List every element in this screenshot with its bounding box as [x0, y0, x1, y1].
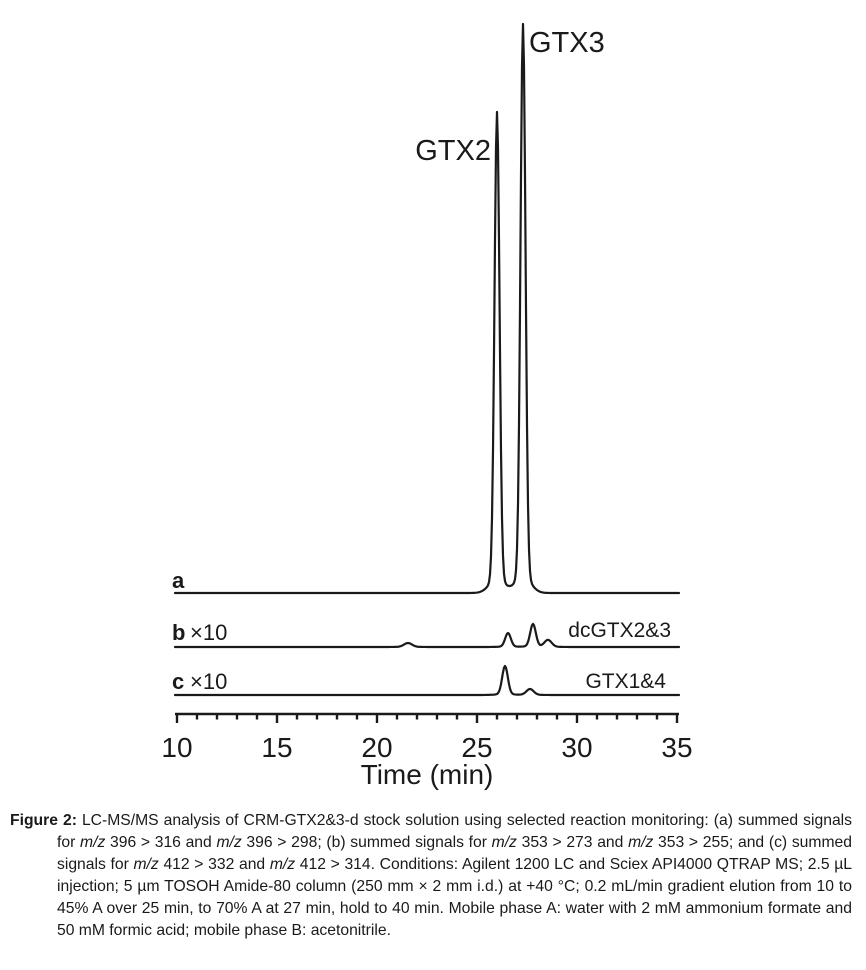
- caption-mz-italic: m/z: [80, 834, 106, 851]
- caption-text-segment: LC-MS/MS analysis of CRM-GTX2&3-d stock solution using selected reaction monitoring: (a) summed signals for: [57, 812, 852, 851]
- x-tick-label-30: 30: [561, 732, 593, 763]
- caption-mz-italic: m/z: [133, 856, 159, 873]
- peak-label-gtx2: GTX2: [415, 135, 491, 167]
- trace-b-compound-label: dcGTX2&3: [568, 619, 671, 642]
- x-tick-label-15: 15: [261, 732, 293, 763]
- caption-text-segment: 412 > 314. Conditions: Agilent 1200 LC and Sciex API4000 QTRAP MS; 2.5 µL injection; 5 µm TOSOH Amide-80 column (250 mm × 2 mm i.d.) at +40 °C; 0.2 mL/min gradient elution from 10 to 45% A over 25 min, to 70% A at 27 min, hold to 40 min. Mobile phase A: water with 2 mM ammonium formate and 50 mM formic acid; mobile phase B: acetonitrile.: [57, 856, 852, 939]
- x-tick-label-35: 35: [661, 732, 693, 763]
- figure-caption: [10, 810, 852, 942]
- x-axis: [175, 714, 679, 723]
- caption-mz-italic: m/z: [628, 834, 654, 851]
- caption-text-segment: 396 > 298; (b) summed signals for: [241, 834, 492, 851]
- caption-figure-label: Figure 2:: [10, 812, 77, 829]
- trace-lines: [175, 24, 679, 695]
- caption-text-segment: 396 > 316 and: [105, 834, 217, 851]
- caption-mz-italic: m/z: [216, 834, 242, 851]
- trace-b-letter: b: [172, 620, 186, 645]
- trace-a-letter: a: [172, 568, 185, 593]
- x-tick-label-20: 20: [361, 732, 393, 763]
- trace-b-multiplier: ×10: [190, 620, 228, 645]
- figure-caption-text: [10, 810, 852, 942]
- x-tick-label-25: 25: [461, 732, 493, 763]
- trace-c-multiplier: ×10: [190, 669, 228, 694]
- x-tick-label-10: 10: [161, 732, 193, 763]
- caption-mz-italic: m/z: [491, 834, 517, 851]
- peak-label-gtx3: GTX3: [529, 27, 605, 59]
- trace-c-letter: c: [172, 669, 185, 694]
- caption-text-segment: 353 > 273 and: [516, 834, 629, 851]
- caption-mz-italic: m/z: [269, 856, 296, 873]
- caption-text-segment: 353 > 255; and (c) summed signals for: [57, 834, 852, 873]
- x-axis-title: Time (min): [360, 759, 494, 790]
- trace-a-path: [175, 24, 679, 593]
- caption-text-segment: 412 > 332 and: [158, 856, 270, 873]
- trace-c-compound-label: GTX1&4: [585, 670, 666, 693]
